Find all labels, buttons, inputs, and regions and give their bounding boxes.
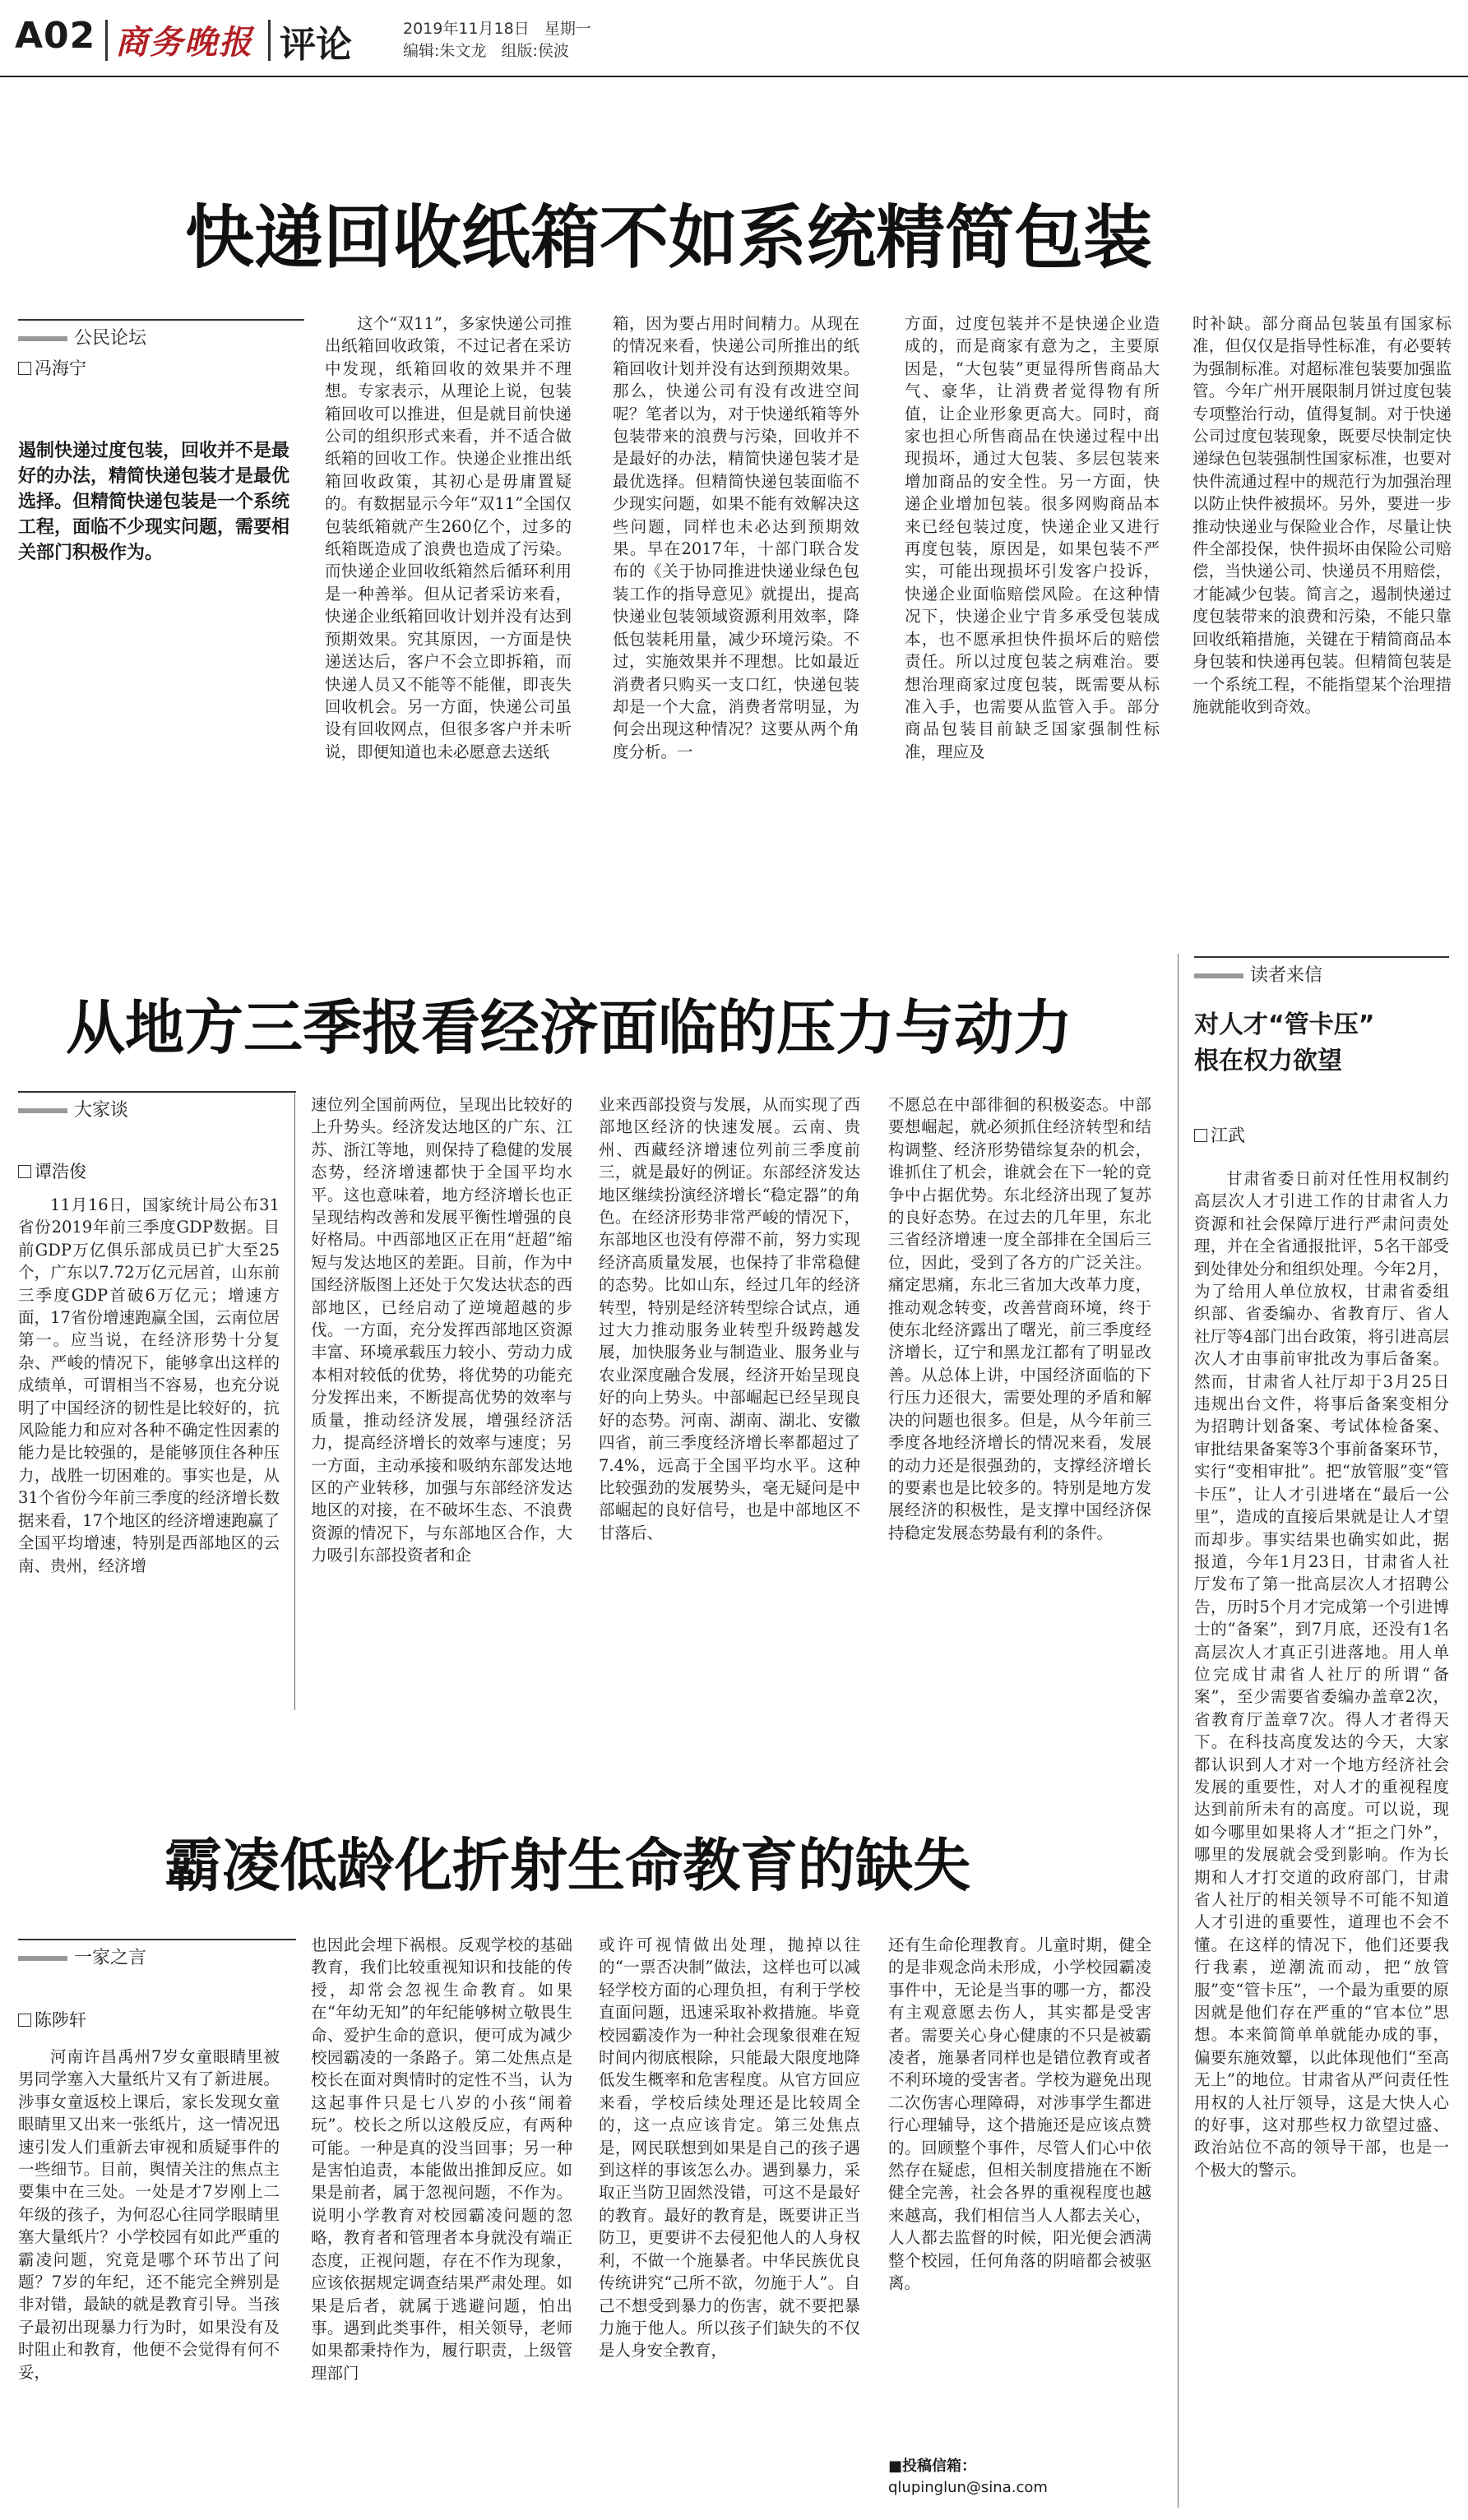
article3-headline: 霸凌低龄化折射生命教育的缺失	[164, 1832, 970, 1899]
article3-column-4	[888, 1934, 1151, 2444]
issue-weekday: 星期一	[544, 20, 591, 38]
sidebar-headline-line1: 对人才“管卡压”	[1194, 1010, 1375, 1039]
editor-credit: 编辑:朱文龙	[403, 42, 487, 60]
page-number: A02	[15, 15, 96, 57]
article2-column-label	[18, 1091, 296, 1121]
submission-label-text: 投稿信箱：	[902, 2458, 977, 2475]
article2-column-2	[311, 1094, 572, 1710]
article3-column-3	[599, 1934, 860, 2509]
sidebar-headline	[1194, 1007, 1374, 1080]
column-name: 读者来信	[1250, 965, 1323, 986]
column-name: 一家之言	[74, 1948, 147, 1968]
sidebar-text: 甘肃省委日前对任性用权制约高层次人才引进工作的甘肃省人力资源和社会保障厅进行严肃问责处理，并在全省通报批评，5名干部受到处律处分和组织处理。今年2月，为了给用人单位放权，甘肃省委组织部、省委编办、省教育厅、省人社厅等4部门出台政策，将引进高层次人才由事前审批改为事后备案。然而，甘肃省人社厅却于3月25日违规出台文件，将事后备案变相分为招聘计划备案、考试体检备案、审批结果备案等3个事前备案环节，实行“变相审批”。把“放管服”变“管卡压”，让人才引进堵在“最后一公里”，造成的直接后果就是让人才望而却步。事实结果也确实如此，据报道，今年1月23日，甘肃省人社厅发布了第一批高层次人才招聘公告，历时5个月才完成第一个引进博士的“备案”，到7月底，还没有1名高层次人才真正引进落地。用人单位完成甘肃省人社厅的所谓“备案”，至少需要省委编办盖章2次，省教育厅盖章7次。得人才者得天下。在科技高度发达的今天，大家都认识到人才对一个地方经济社会发展的重要性，对人才的重视程度达到前所未有的高度。可以说，现如今哪里如果将人才“拒之门外”，哪里的发展就会受到影响。作为长期和人才打交道的政府部门，甘肃省人社厅的相关领导不可能不知道人才引进的重要性，道理也不会不懂。在这样的情况下，他们还要我行我素，逆潮流而动，把“放管服”变“管卡压”，一个最为重要的原因就是他们存在严重的“官本位”思想。本来简简单单就能办成的事，偏要东施效颦，以此体现他们“至高无上”的地位。甘肃省从严问责任性用权的人社厅领导，这是大快人心的好事，这对那些权力欲望过盛、政治站位不高的领导干部，也是一个极大的警示。	[1194, 1169, 1449, 2180]
article3-text-1: 河南许昌禹州7岁女童眼睛里被男同学塞入大量纸片又有了新进展。涉事女童返校上课后，家长发现女童眼睛里又出来一张纸片，这一情况迅速引发人们重新去审视和质疑事件的一些细节。目前，舆情关注的焦点主要集中在三处。一处是才7岁刚上二年级的孩子，为何忍心往同学眼睛里塞大量纸片？小学校园有如此严重的霸凌问题，究竟是哪个环节出了问题？7岁的年纪，还不能完全辨别是非对错，最缺的就是教育引导。当孩子最初出现暴力行为时，如果没有及时阻止和教育，他便不会觉得有何不妥，	[18, 2047, 280, 2382]
article2-headline: 从地方三季报看经济面临的压力与动力	[66, 993, 1073, 1062]
article1-text-2: 箱，因为要占用时间精力。从现在的情况来看，快递公司所推出的纸箱回收计划并没有达到预期效果。那么，快递公司有没有改进空间呢？笔者以为，对于快递纸箱等外包装带来的浪费与污染，回收并不是最好的办法，精简快递包装才是最优选择。但精简快递包装面临不少现实问题，如果不能有效解决这些问题，同样也未必达到预期效果。早在2017年，十部门联合发布的《关于协同推进快递业绿色包装工作的指导意见》就提出，提高快递业包装领域资源利用效率，降低包装耗用量，减少环境污染。不过，实施效果并不理想。比如最近消费者只购买一支口红，快递包装却是一个大盒，消费者常明显，为何会出现这种情况？这要从两个角度分析。一	[613, 314, 859, 761]
submission-label: ■投稿信箱：	[888, 2458, 977, 2475]
column-name: 大家谈	[74, 1100, 129, 1121]
article1-lead: 遏制快递过度包装，回收并不是最好的办法，精简快递包装才是最优选择。但精简快递包装是一个系统工程，面临不少现实问题，需要相关部门积极作为。	[18, 441, 290, 563]
column-separator	[294, 1094, 295, 1710]
article1-column-3	[905, 312, 1160, 922]
column-name: 公民论坛	[74, 328, 147, 349]
sidebar-column	[1194, 1168, 1449, 2512]
article2-text-2: 速位列全国前两位，呈现出比较好的上升势头。经济发达地区的广东、江苏、浙江等地，则保持了稳健的发展态势，经济增速都快于全国平均水平。这也意味着，地方经济增长也正呈现结构改善和发展平衡性增强的良好格局。中西部地区正在用“赶超”缩短与发达地区的差距。目前，作为中国经济版图上还处于欠发达状态的西部地区，已经启动了逆境超越的步伐。一方面，充分发挥西部地区资源丰富、环境承载压力较小、劳动力成本相对较低的优势，将优势的功能充分发挥出来，不断提高优势的效率与质量，推动经济发展，增强经济活力，提高经济增长的效率与速度；另一方面，主动承接和吸纳东部发达地区的产业转移，加强与东部经济发达地区的对接，在不破坏生态、不浪费资源的情况下，与东部地区合作，大力吸引东部投资者和企	[311, 1095, 572, 1565]
article3-text-4: 还有生命伦理教育。儿童时期，健全的是非观念尚未形成，小学校园霸凌事件中，无论是当事的哪一方，都没有主观意愿去伤人，其实都是受害者。需要关心身心健康的不只是被霸凌者，施暴者同样也是错位教育或者不利环境的受害者。学校为避免出现二次伤害心理障碍，对涉事学生都进行心理辅导，这个措施还是应该点赞的。回顾整个事件，尽管人们心中依然存在疑虑，但相关制度措施在不断健全完善，社会各界的重视程度也越来越高，我们相信当人人都去关心，人人都去监督的时候，阳光便会洒满整个校园，任何角落的阴暗都会被驱离。	[888, 1935, 1151, 2293]
article1-column-4	[1192, 312, 1452, 922]
article1-text-3: 方面，过度包装并不是快递企业造成的，而是商家有意为之，主要原因是，“大包装”更显得所售商品大气、豪华，让消费者觉得物有所值，让企业形象更高大。同时，商家也担心所售商品在快递过程中出现损坏，通过大包装、多层包装来增加商品的安全性。另一方面，快递企业增加包装。很多网购商品本来已经包装过度，快递企业又进行再度包装，原因是，如果包装不严实，可能出现损坏引发客户投诉，快递企业面临赔偿风险。在这种情况下，快递企业宁肯多承受包装成本，也不愿承担快件损坏后的赔偿责任。所以过度包装之病难治。要想治理商家过度包装，既需要从标准入手，也需要从监管入手。部分商品包装目前缺乏国家强制性标准，理应及	[905, 314, 1160, 761]
article3-author: 陈陟轩	[18, 2007, 86, 2032]
masthead-divider	[268, 20, 271, 61]
article2-text-4: 不愿总在中部徘徊的积极姿态。中部要想崛起，就必须抓住经济转型和结构调整、经济形势错综复杂的机会，谁抓住了机会，谁就会在下一轮的竞争中占据优势。东北经济出现了复苏的良好态势。在过去的几年里，东北三省经济增速一度全部排在全国后三位，因此，受到了各方的广泛关注。痛定思痛，东北三省加大改革力度，推动观念转变，改善营商环境，终于使东北经济露出了曙光，前三季度经济增长，辽宁和黑龙江都有了明显改善。从总体上讲，中国经济面临的下行压力还很大，需要处理的矛盾和解决的问题也很多。但是，从今年前三季度各地经济增长的情况来看，发展的动力还是很强劲的，支撑经济增长的要素也是比较多的。特别是地方发展经济的积极性，是支撑中国经济保持稳定发展态势最有利的条件。	[888, 1095, 1151, 1542]
paper-name-logo: 商务晚报	[115, 23, 253, 62]
article3-text-2: 也因此会埋下祸根。反观学校的基础教育，我们比较重视知识和技能的传授，却常会忽视生命教育。如果在“年幼无知”的年纪能够树立敬畏生命、爱护生命的意识，便可成为减少校园霸凌的一条路子。第二处焦点是校长在面对舆情时的定性不当，认为这起事件只是七八岁的小孩“闹着玩”。校长之所以这般反应，有两种可能。一种是真的没当回事；另一种是害怕追责，本能做出推卸反应。如果是前者，属于忽视问题，不作为。说明小学教育对校园霸凌问题的忽略，教育者和管理者本身就没有端正态度，正视问题，存在不作为现象，应该依据规定调查结果严肃处理。如果是后者，就属于逃避问题，怕出事。遇到此类事件，相关领导，老师如果都秉持作为，履行职责，上级管理部门	[311, 1935, 572, 2383]
article1-text-1: 这个“双11”，多家快递公司推出纸箱回收政策，不过记者在采访中发现，纸箱回收的效果并不理想。专家表示，从理论上说，包装箱回收可以推进，但是就目前快递公司的组织形式来看，并不适合做纸箱的回收工作。快递企业推出纸箱回收政策，其初心是毋庸置疑的。有数据显示今年“双11”全国仅包装纸箱就产生260亿个，过多的纸箱既造成了浪费也造成了污染。而快递企业回收纸箱然后循环利用是一种善举。但从记者采访来看，快递企业纸箱回收计划并没有达到预期效果。究其原因，一方面是快递送达后，客户不会立即拆箱，而快递人员又不能等不能催，即丧失回收机会。另一方面，快递公司虽设有回收网点，但很多客户并未听说，即便知道也未必愿意去送纸	[325, 314, 572, 761]
section-title: 评论	[280, 24, 352, 66]
issue-meta	[403, 18, 591, 62]
article1-column-2	[613, 312, 859, 922]
article3-column-2	[311, 1934, 572, 2509]
article3-column-1	[18, 2046, 280, 2510]
sidebar-author: 江武	[1194, 1122, 1245, 1147]
column-bar	[18, 1108, 67, 1113]
article3-text-3: 或许可视情做出处理，抛掉以往的“一票否决制”做法，这样也可以减轻学校方面的心理负担，有利于学校直面问题，迅速采取补救措施。毕竟校园霸凌作为一种社会现象很难在短时间内彻底根除，只能最大限度地降低发生概率和危害程度。从官方回应来看，学校后续处理还是比较周全的，这一点应该肯定。第三处焦点是，网民联想到如果是自己的孩子遇到这样的事该怎么办。遇到暴力，采取正当防卫固然没错，可这不是最好的教育。最好的教育是，既要讲正当防卫，更要讲不去侵犯他人的人身权利，不做一个施暴者。中华民族优良传统讲究“己所不欲，勿施于人”。自己不想受到暴力的伤害，就不要把暴力施于他人。所以孩子们缺失的不仅是人身安全教育，	[599, 1935, 860, 2360]
masthead-rule	[0, 76, 1468, 77]
masthead-divider	[105, 20, 108, 61]
article2-column-3	[599, 1094, 860, 1710]
submission-info	[888, 2454, 1151, 2496]
sidebar-column-label	[1194, 956, 1449, 987]
article2-column-1	[18, 1194, 280, 1709]
layout-credit: 组版:侯波	[501, 42, 569, 60]
article2-text-3: 业来西部投资与发展，从而实现了西部地区经济的快速发展。云南、贵州、西藏经济增速位列前三季度前三，就是最好的例证。东部经济发达地区继续扮演经济增长“稳定器”的角色。在经济形势非常严峻的情况下，东部地区也没有停滞不前，努力实现经济高质量发展，也保持了非常稳健的态势。比如山东，经过几年的经济转型，特别是经济转型综合试点，通过大力推动服务业转型升级跨越发展，加快服务业与制造业、服务业与农业深度融合发展，经济开始呈现良好的向上势头。中部崛起已经呈现良好的态势。河南、湖南、湖北、安徽四省，前三季度经济增长率都超过了7.4%，远高于全国平均水平。这种比较强劲的发展势头，毫无疑问是中部崛起的良好信号，也是中部地区不甘落后、	[599, 1095, 860, 1542]
article2-author: 谭浩俊	[18, 1158, 86, 1183]
article3-column-label	[18, 1939, 296, 1969]
column-bar	[18, 1956, 67, 1961]
article1-headline: 快递回收纸箱不如系统精简包装	[185, 197, 1153, 278]
article2-text-1: 11月16日，国家统计局公布31省份2019年前三季度GDP数据。目前GDP万亿俱乐部成员已扩大至25个，广东以7.72万亿元居首，山东前三季度GDP首破6万亿元；增速方面，17省份增速跑赢全国，云南位居第一。应当说，在经济形势十分复杂、严峻的情况下，能够拿出这样的成绩单，可谓相当不容易，也充分说明了中国经济的韧性是比较好的，抗风险能力和应对各种不确定性因素的能力是比较强的，是能够顶住各种压力，战胜一切困难的。事实也是，从31个省份今年前三季度的经济增长数据来看，17个地区的经济增速跑赢了全国平均增速，特别是西部地区的云南、贵州，经济增	[18, 1195, 280, 1575]
article1-column-label	[18, 319, 304, 349]
article1-author: 冯海宁	[18, 355, 86, 380]
issue-date: 2019年11月18日	[403, 20, 530, 38]
article2-column-4	[888, 1094, 1151, 1710]
column-bar	[1194, 973, 1243, 978]
column-bar	[18, 336, 67, 341]
sidebar-separator	[1178, 954, 1179, 2508]
article1-column-1	[325, 312, 572, 922]
submission-email: qlupinglun@sina.com	[888, 2479, 1048, 2496]
article1-text-4: 时补缺。部分商品包装虽有国家标准，但仅仅是指导性标准，有必要转为强制标准。对超标准包装要加强监管。今年广州开展限制月饼过度包装专项整治行动，值得复制。对于快递公司过度包装现象，既要尽快制定快递绿色包装强制性国家标准，也要对快件流通过程中的规范行为加强治理以防止快件被损坏。另外，要进一步推动快递业与保险业合作，尽量让快件全部投保，快件损坏由保险公司赔偿，当快递公司、快递员不用赔偿，才能减少包装。简言之，遏制快递过度包装带来的浪费和污染，不能只靠回收纸箱措施，关键在于精简商品本身包装和快递再包装。但精简包装是一个系统工程，不能指望某个治理措施就能收到奇效。	[1192, 314, 1452, 716]
sidebar-headline-line2: 根在权力欲望	[1194, 1047, 1342, 1075]
